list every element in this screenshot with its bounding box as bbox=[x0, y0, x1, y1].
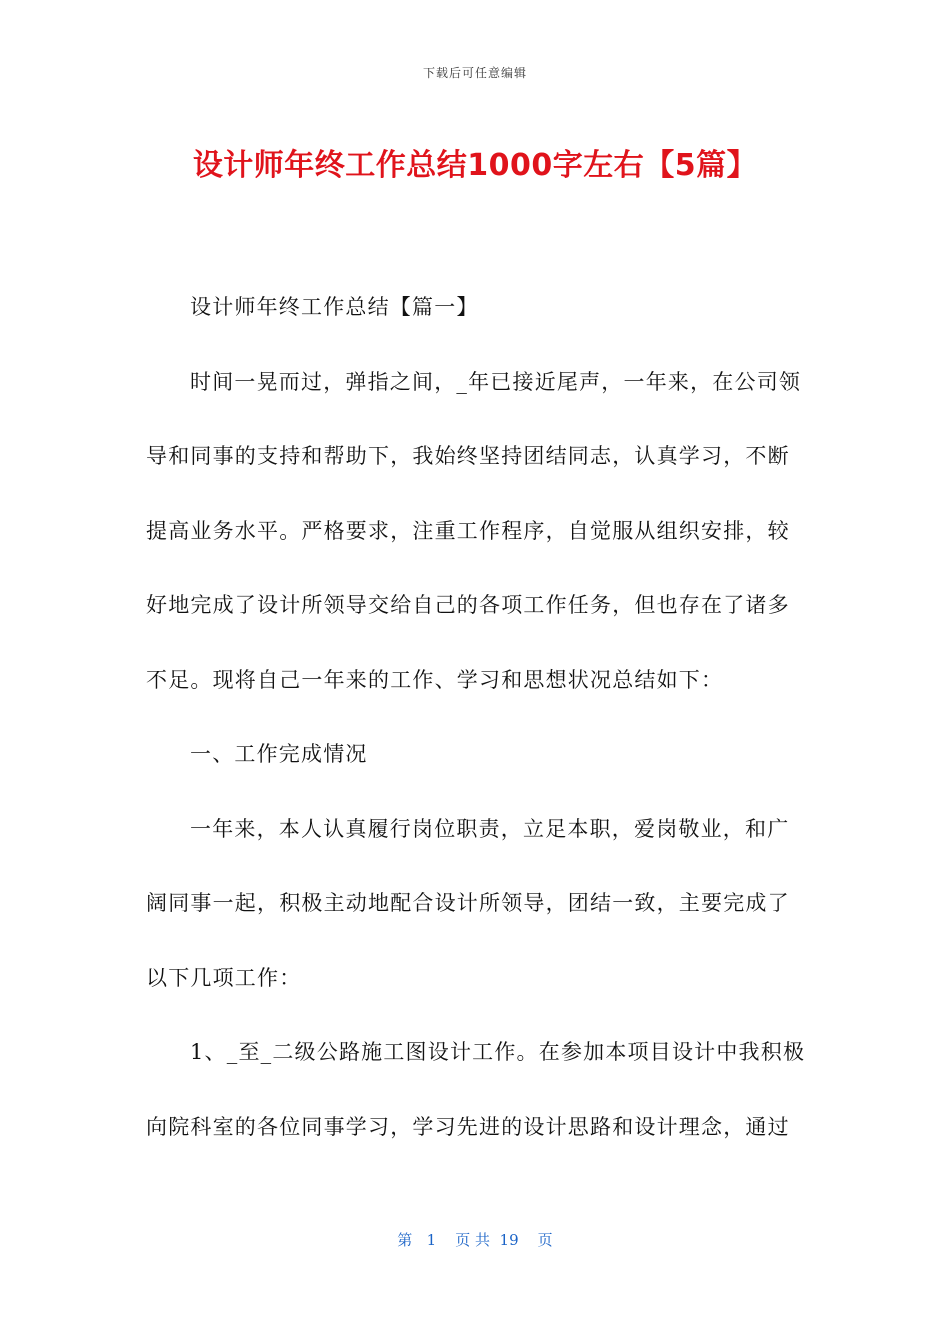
document-title: 设计师年终工作总结1000字左右【5篇】 bbox=[192, 148, 758, 183]
body-line: 好地完成了设计所领导交给自己的各项工作任务，但也存在了诸多 bbox=[146, 593, 790, 617]
body-line: 1、_至_二级公路施工图设计工作。在参加本项目设计中我积极 bbox=[190, 1040, 806, 1064]
body-line: 一年来，本人认真履行岗位职责，立足本职，爱岗敬业，和广 bbox=[190, 816, 790, 841]
body-line: 设计师年终工作总结【篇一】 bbox=[190, 295, 479, 319]
document-body bbox=[146, 270, 806, 1164]
body-line: 不足。现将自己一年来的工作、学习和思想状况总结如下： bbox=[146, 667, 724, 692]
header-note: 下载后可任意编辑 bbox=[422, 66, 527, 80]
body-line: 一、工作完成情况 bbox=[190, 742, 368, 766]
page-footer: 第 1 页 共 19 页 bbox=[397, 1231, 553, 1249]
body-line: 阔同事一起，积极主动地配合设计所领导，团结一致，主要完成了 bbox=[146, 891, 790, 915]
body-line: 提高业务水平。严格要求，注重工作程序，自觉服从组织安排，较 bbox=[146, 518, 790, 543]
body-line: 导和同事的支持和帮助下，我始终坚持团结同志，认真学习，不断 bbox=[146, 444, 790, 468]
body-line: 时间一晃而过，弹指之间，_年已接近尾声，一年来，在公司领 bbox=[190, 369, 802, 394]
body-line: 以下几项工作： bbox=[146, 965, 302, 990]
body-line: 向院科室的各位同事学习，学习先进的设计思路和设计理念，通过 bbox=[146, 1114, 790, 1139]
